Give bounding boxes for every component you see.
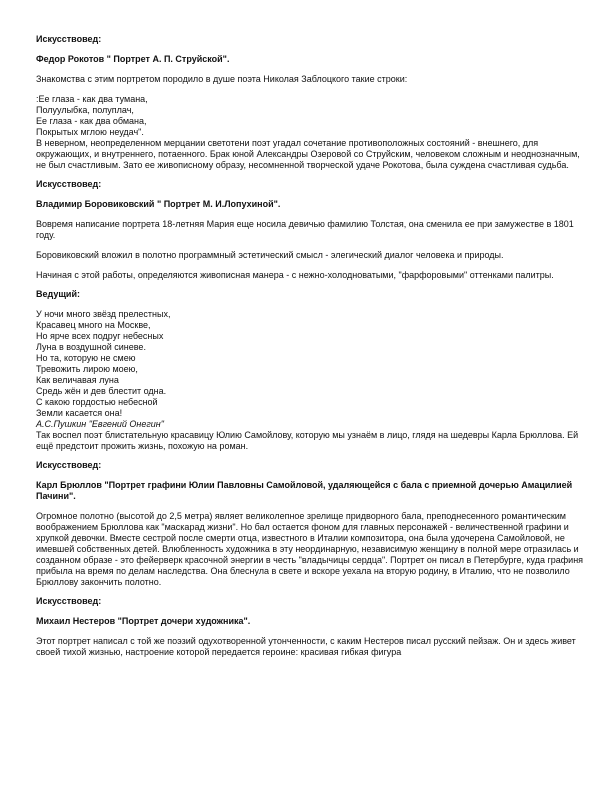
poem-line: С какою гордостью небесной [36, 397, 158, 407]
poem-line: Как величавая луна [36, 375, 119, 385]
poem-line: Тревожить лирою моею, [36, 364, 138, 374]
poem-line: Но та, которую не смею [36, 353, 136, 363]
poem-line: У ночи много звёзд прелестных, [36, 309, 171, 319]
poem-line: Средь жён и дев блестит одна. [36, 386, 167, 396]
speaker-label: Искусствовед: [36, 34, 102, 44]
poem-line: Ее глаза - как два обмана, [36, 116, 147, 126]
speaker-label: Искусствовед: [36, 179, 102, 189]
poem-line: Луна в воздушной синеве. [36, 342, 146, 352]
poem-block [36, 94, 584, 138]
poem-line: Красавец много на Москве, [36, 320, 151, 330]
poem-block [36, 309, 584, 430]
poem-line: :Ее глаза - как два тумана, [36, 94, 148, 104]
speaker-label: Искусствовед: [36, 596, 102, 606]
portrait-title: Федор Рокотов " Портрет А. П. Струйской". [36, 54, 230, 64]
speaker-label: Искусствовед: [36, 460, 102, 470]
paragraph: Этот портрет написал с той же поэзий одухотворенной утонченности, с каким Нестеров писал русский пейзаж. Он и здесь живет своей тихой жизнью, настроение которой передается героине: красивая гибкая фигура [36, 636, 576, 657]
poem-line: Земли касается она! [36, 408, 123, 418]
paragraph: Огромное полотно (высотой до 2,5 метра) являет великолепное зрелище придворного бала, преподнесенного романтическим воображением Брюллова как "маскарад жизни". Но бал остается фоном для главных персонажей - величественной графини и хрупкой девочки. Вместе сестрой после смерти отца, известного в Италии композитора, она была удочерена Самойловой, не имевшей собственных детей. Влюбленность художника в эту неординарную, независимую женщину в полной мере отразилась и созданном образе - это фейерверк красочной энергии в честь "владычицы сердца". Портрет он писал в Петербурге, куда графиня прибыла на время по делам наследства. Она блеснула в свете и вскоре уехала на вторую родину, в Италию, что не позволило Брюллову закончить полотно. [36, 511, 584, 587]
portrait-title: Михаил Нестеров "Портрет дочери художника". [36, 616, 251, 626]
paragraph: Вовремя написание портрета 18-летняя Мария еще носила девичью фамилию Толстая, она сменила ее при замужестве в 1801 году. [36, 219, 574, 240]
paragraph: Начиная с этой работы, определяются живописная манера - с нежно-холодноватыми, "фарфоровыми" оттенками палитры. [36, 270, 554, 280]
speaker-label: Ведущий: [36, 289, 80, 299]
document-body [36, 34, 584, 667]
portrait-title: Владимир Боровиковский " Портрет М. И.Лопухиной". [36, 199, 281, 209]
portrait-title: Карл Брюллов "Портрет графини Юлии Павловны Самойловой, удаляющейся с бала с приемной дочерью Амацилией Пачини". [36, 480, 573, 501]
paragraph: Знакомства с этим портретом породило в душе поэта Николая Заблоцкого такие строки: [36, 74, 408, 84]
poem-line: Покрытых мглою неудач". [36, 127, 144, 137]
poem-line: Полуулыбка, полуплач, [36, 105, 134, 115]
paragraph: Так воспел поэт блистательную красавицу Юлию Самойлову, которую мы узнаём в лицо, глядя на шедевры Карла Брюллова. Ей ещё предстоит прожить жизнь, похожую на роман. [36, 430, 579, 451]
paragraph: Боровиковский вложил в полотно программный эстетический смысл - элегический диалог человека и природы. [36, 250, 504, 260]
poem-line: Но ярче всех подруг небесных [36, 331, 164, 341]
poem-attribution: А.С.Пушкин "Евгений Онегин" [36, 419, 164, 429]
paragraph: В неверном, неопределенном мерцании светотени поэт угадал сочетание противоположных состояний - внешнего, для окружающих, и внутреннего, потаенного. Брак юной Александры Озеровой со Струйским, человеком сложным и неоднозначным, не был счастливым. Зато ее живописному образу, несомненной творческой удаче Рокотова, была суждена счастливая судьба. [36, 138, 580, 170]
